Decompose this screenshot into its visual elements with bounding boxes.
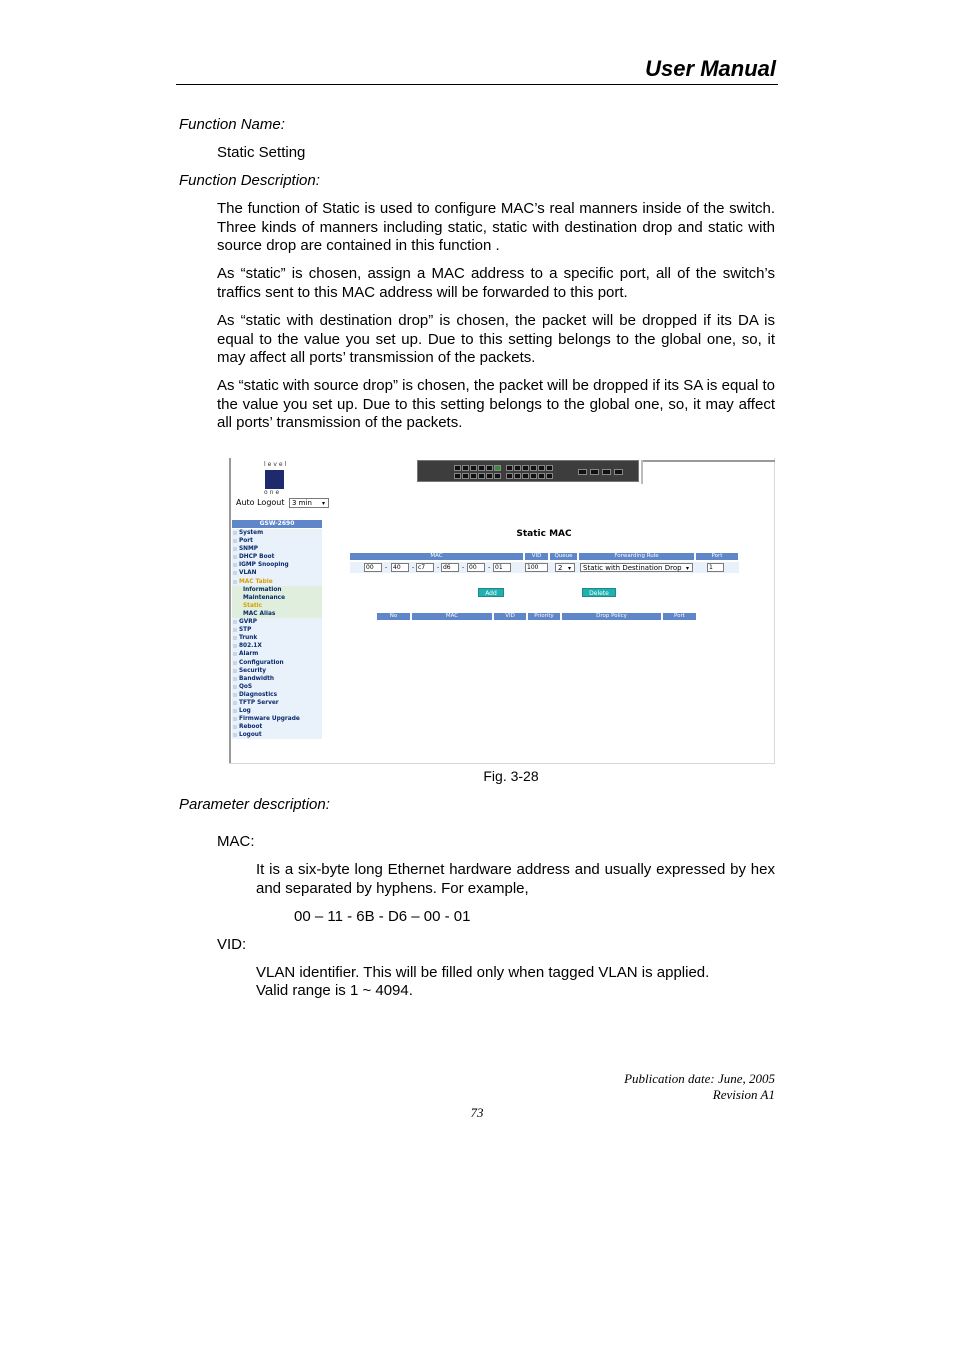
header-rule — [176, 84, 778, 85]
col-header-forwarding-rule: Forwarding Rule — [579, 553, 694, 560]
mac-separator: - — [462, 564, 465, 571]
sidebar-item[interactable]: Security — [232, 667, 322, 675]
port-led-icon — [470, 473, 477, 479]
uplink-port-icon — [578, 469, 587, 475]
port-led-icon — [530, 473, 537, 479]
port-led-icon — [494, 473, 501, 479]
sidebar-item[interactable]: GVRP — [232, 618, 322, 626]
device-panel-image — [417, 460, 639, 482]
sidebar-item[interactable]: Reboot — [232, 723, 322, 731]
port-led-icon — [478, 473, 485, 479]
sidebar-menu — [232, 529, 322, 739]
logo-text-bottom: one — [264, 489, 282, 496]
sidebar-item[interactable]: Firmware Upgrade — [232, 715, 322, 723]
mac-octet-3-input[interactable]: c7 — [416, 563, 434, 572]
sidebar-item[interactable]: IGMP Snooping — [232, 561, 322, 569]
queue-select[interactable] — [555, 563, 575, 572]
port-led-icon — [522, 465, 529, 471]
chevron-down-icon: ▾ — [685, 565, 689, 572]
port-input[interactable]: 1 — [707, 563, 724, 572]
logo-icon — [265, 470, 284, 489]
mac-separator: - — [385, 564, 388, 571]
sidebar-item[interactable]: Alarm — [232, 650, 322, 658]
description-paragraph-1: The function of Static is used to configure MAC’s real manners inside of the switch. Three kinds of manners including static, static with destination drop and static with source drop are contained in this function . — [217, 200, 775, 254]
chevron-down-icon: ▾ — [321, 500, 325, 507]
col-header-queue: Queue — [550, 553, 577, 560]
auto-logout-value: 3 min — [292, 499, 312, 507]
mac-octet-4-input[interactable]: d6 — [441, 563, 459, 572]
function-description-label: Function Description: — [179, 172, 320, 189]
mac-separator: - — [412, 564, 415, 571]
sidebar-item[interactable]: Configuration — [232, 659, 322, 667]
port-led-icon — [514, 465, 521, 471]
function-name-label: Function Name: — [179, 116, 285, 133]
forwarding-rule-select[interactable] — [580, 563, 693, 572]
header-title: User Manual — [645, 56, 776, 81]
panel-separator — [641, 460, 775, 462]
port-led-icon — [486, 473, 493, 479]
description-paragraph-4: As “static with source drop” is chosen, the packet will be dropped if its SA is equal to the value you set up. Due to this setting belongs to the global one, so, it may affect all ports’ transmission of the packets. — [217, 377, 775, 431]
auto-logout-select[interactable] — [289, 498, 329, 508]
sidebar-item[interactable]: DHCP Boot — [232, 553, 322, 561]
port-led-icon — [546, 473, 553, 479]
port-led-icon — [462, 465, 469, 471]
figure-screenshot — [229, 458, 775, 764]
sidebar-item[interactable]: Logout — [232, 731, 322, 739]
page-title: Static MAC — [516, 529, 572, 539]
param-vid-desc-line-2: Valid range is 1 ~ 4094. — [256, 982, 413, 999]
port-led-icon — [530, 465, 537, 471]
list-header-mac: MAC — [412, 613, 492, 620]
param-vid-name: VID: — [217, 936, 247, 953]
port-led-icon — [462, 473, 469, 479]
port-led-icon — [486, 465, 493, 471]
logo-text-top: level — [264, 461, 289, 468]
add-button[interactable]: Add — [478, 588, 504, 597]
uplink-port-icon — [602, 469, 611, 475]
sidebar-item[interactable]: Static — [232, 602, 322, 610]
port-led-icon — [538, 465, 545, 471]
uplink-port-icon — [614, 469, 623, 475]
delete-button[interactable]: Delete — [582, 588, 616, 597]
auto-logout-label: Auto Logout — [236, 498, 285, 507]
sidebar-item[interactable]: MAC Alias — [232, 610, 322, 618]
panel-separator-vertical — [641, 460, 643, 484]
port-led-icon — [454, 473, 461, 479]
figure-bottom-border — [229, 763, 775, 764]
port-led-icon — [546, 465, 553, 471]
sidebar-item[interactable]: Bandwidth — [232, 675, 322, 683]
mac-octet-6-input[interactable]: 01 — [493, 563, 511, 572]
sidebar-item[interactable]: 802.1X — [232, 642, 322, 650]
description-paragraph-2: As “static” is chosen, assign a MAC address to a specific port, all of the switch’s traffics sent to this MAC address will be forwarded to this port. — [217, 265, 775, 301]
list-header-drop-policy: Drop Policy — [562, 613, 661, 620]
port-led-icon — [454, 465, 461, 471]
sidebar-item[interactable]: VLAN — [232, 569, 322, 577]
col-header-port: Port — [696, 553, 738, 560]
mac-separator: - — [437, 564, 440, 571]
port-led-icon — [478, 465, 485, 471]
description-paragraph-3: As “static with destination drop” is chosen, the packet will be dropped if its DA is equal to the value you set up. Due to this setting belongs to the global one, so, it may affect all ports’ transmission of the packets. — [217, 312, 775, 366]
sidebar-item[interactable]: SNMP — [232, 545, 322, 553]
list-header-port: Port — [663, 613, 696, 620]
port-led-icon — [470, 465, 477, 471]
port-led-icon — [538, 473, 545, 479]
port-led-icon — [506, 473, 513, 479]
figure-right-border — [774, 458, 775, 764]
param-vid-desc-line-1: VLAN identifier. This will be filled only when tagged VLAN is applied. — [256, 964, 710, 981]
function-name: Static Setting — [217, 144, 306, 161]
sidebar-item[interactable]: Diagnostics — [232, 691, 322, 699]
forwarding-rule-value: Static with Destination Drop — [583, 564, 682, 572]
sidebar-item[interactable]: System — [232, 529, 322, 537]
mac-separator: - — [488, 564, 491, 571]
chevron-down-icon: ▾ — [567, 565, 571, 572]
sidebar-item[interactable]: Maintenance — [232, 594, 322, 602]
sidebar-item[interactable]: STP — [232, 626, 322, 634]
sidebar-item[interactable]: Information — [232, 586, 322, 594]
param-mac-name: MAC: — [217, 833, 255, 850]
port-led-icon — [514, 473, 521, 479]
uplink-port-icon — [590, 469, 599, 475]
sidebar-item[interactable]: Log — [232, 707, 322, 715]
parameter-description-label: Parameter description: — [179, 796, 330, 813]
sidebar-item[interactable]: Trunk — [232, 634, 322, 642]
port-led-icon — [522, 473, 529, 479]
figure-caption: Fig. 3-28 — [483, 768, 539, 784]
mac-octet-5-input[interactable]: 00 — [467, 563, 485, 572]
sidebar-item[interactable]: MAC Table — [232, 578, 322, 586]
sidebar-item[interactable]: QoS — [232, 683, 322, 691]
col-header-vid: VID — [525, 553, 548, 560]
revision: Revision A1 — [712, 1087, 775, 1102]
list-header-priority: Priority — [528, 613, 560, 620]
col-header-mac: MAC — [350, 553, 523, 560]
mac-octet-2-input[interactable]: 40 — [391, 563, 409, 572]
vid-input[interactable]: 100 — [525, 563, 548, 572]
figure-left-border — [229, 458, 231, 764]
mac-octet-1-input[interactable]: 00 — [364, 563, 382, 572]
list-header-no: No — [377, 613, 410, 620]
queue-value: 2 — [558, 564, 563, 572]
param-mac-desc: It is a six-byte long Ethernet hardware address and usually expressed by hex and separated by hyphens. For example, — [256, 861, 775, 897]
list-header-vid: VID — [494, 613, 526, 620]
sidebar-item[interactable]: Port — [232, 537, 322, 545]
port-led-icon — [494, 465, 501, 471]
port-led-icon — [506, 465, 513, 471]
sidebar-item[interactable]: TFTP Server — [232, 699, 322, 707]
param-mac-example: 00 – 11 - 6B - D6 – 00 - 01 — [294, 908, 471, 925]
publication-date: Publication date: June, 2005 — [624, 1071, 775, 1086]
page-number: 73 — [470, 1105, 484, 1120]
menu-device-title: GSW-2690 — [232, 520, 322, 528]
